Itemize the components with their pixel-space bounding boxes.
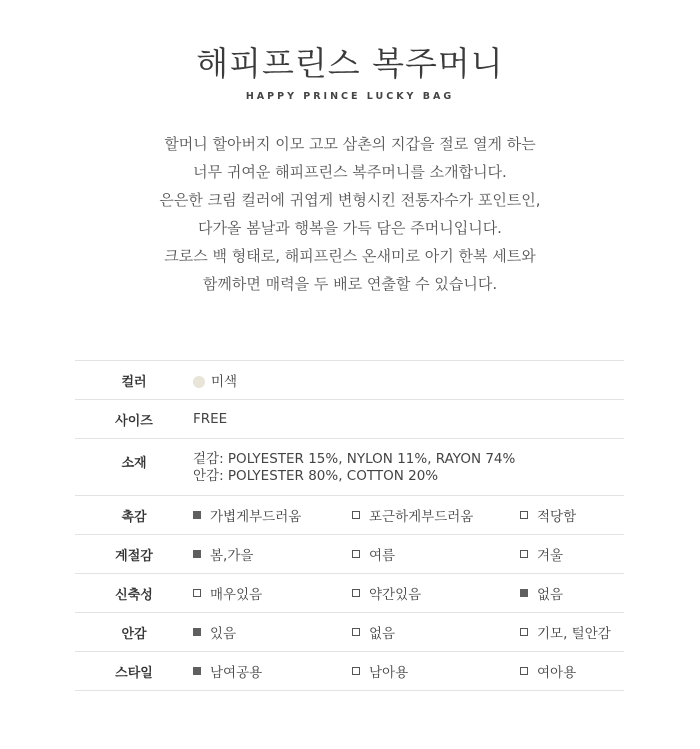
option-label: 남아용 bbox=[369, 665, 409, 681]
option-label: 적당함 bbox=[537, 509, 577, 525]
spec-option bbox=[520, 505, 576, 525]
spec-option-cell bbox=[193, 496, 352, 535]
spec-label: 안감 bbox=[121, 626, 147, 642]
unchecked-box-icon bbox=[352, 628, 360, 636]
spec-option-cell bbox=[193, 652, 352, 691]
option-label: 없음 bbox=[537, 587, 564, 603]
option-label: 남여공용 bbox=[210, 665, 263, 681]
page-title: 해피프린스 복주머니 bbox=[196, 44, 504, 83]
spec-table bbox=[75, 360, 624, 691]
spec-option bbox=[520, 661, 576, 681]
unchecked-box-icon bbox=[352, 589, 360, 597]
spec-option bbox=[193, 622, 236, 642]
spec-label: 계절감 bbox=[115, 548, 153, 564]
spec-row-option bbox=[75, 574, 624, 613]
spec-row-color bbox=[75, 361, 624, 400]
spec-option-cell bbox=[520, 496, 624, 535]
spec-option bbox=[193, 661, 262, 681]
spec-option-cell bbox=[352, 496, 520, 535]
option-label: 포근하게부드러움 bbox=[369, 509, 474, 525]
spec-row-option bbox=[75, 535, 624, 574]
checked-box-icon bbox=[193, 667, 201, 675]
page-subtitle: HAPPY PRINCE LUCKY BAG bbox=[245, 91, 455, 102]
spec-option-cell bbox=[193, 613, 352, 652]
unchecked-box-icon bbox=[520, 550, 528, 558]
spec-option bbox=[352, 583, 421, 603]
spec-row-option bbox=[75, 652, 624, 691]
spec-value-color bbox=[193, 361, 624, 400]
spec-option bbox=[193, 544, 253, 564]
spec-option-cell bbox=[520, 652, 624, 691]
spec-label: 신축성 bbox=[115, 587, 153, 603]
option-label: 여름 bbox=[369, 548, 396, 564]
checked-box-icon bbox=[193, 511, 201, 519]
product-description bbox=[0, 130, 700, 298]
spec-option-cell bbox=[352, 535, 520, 574]
option-label: 약간있음 bbox=[369, 587, 422, 603]
material-value bbox=[193, 439, 624, 496]
spec-option-cell bbox=[352, 613, 520, 652]
spec-option bbox=[520, 583, 563, 603]
unchecked-box-icon bbox=[352, 550, 360, 558]
checked-box-icon bbox=[520, 589, 528, 597]
unchecked-box-icon bbox=[352, 511, 360, 519]
spec-option-cell bbox=[352, 574, 520, 613]
spec-row-option bbox=[75, 496, 624, 535]
spec-option-cell bbox=[352, 652, 520, 691]
option-label: 여아용 bbox=[537, 665, 577, 681]
material-lining: 안감: POLYESTER 80%, COTTON 20% bbox=[193, 468, 439, 484]
spec-option-cell bbox=[520, 535, 624, 574]
spec-option-cell bbox=[193, 535, 352, 574]
size-value: FREE bbox=[193, 411, 228, 427]
spec-label: 사이즈 bbox=[115, 413, 153, 429]
color-swatch-icon bbox=[193, 376, 205, 388]
spec-option bbox=[352, 661, 408, 681]
spec-option bbox=[193, 505, 301, 525]
spec-option bbox=[520, 622, 611, 642]
spec-row-material bbox=[75, 439, 624, 496]
spec-option bbox=[352, 544, 395, 564]
unchecked-box-icon bbox=[193, 589, 201, 597]
option-label: 기모, 털안감 bbox=[537, 626, 611, 642]
option-label: 없음 bbox=[369, 626, 396, 642]
option-label: 겨울 bbox=[537, 548, 564, 564]
option-label: 가볍게부드러움 bbox=[210, 509, 302, 525]
spec-row-option bbox=[75, 613, 624, 652]
checked-box-icon bbox=[193, 628, 201, 636]
spec-label: 스타일 bbox=[115, 665, 153, 681]
option-label: 매우있음 bbox=[210, 587, 263, 603]
unchecked-box-icon bbox=[520, 511, 528, 519]
spec-option bbox=[352, 622, 395, 642]
spec-option bbox=[352, 505, 473, 525]
color-value: 미색 bbox=[211, 374, 238, 390]
unchecked-box-icon bbox=[520, 628, 528, 636]
option-label: 봄,가을 bbox=[210, 548, 254, 564]
spec-label: 촉감 bbox=[121, 509, 147, 525]
spec-row-size bbox=[75, 400, 624, 439]
unchecked-box-icon bbox=[520, 667, 528, 675]
description-line: 너무 귀여운 해피프린스 복주머니를 소개합니다. bbox=[193, 163, 507, 181]
description-line: 함께하면 매력을 두 배로 연출할 수 있습니다. bbox=[202, 275, 498, 293]
description-line: 할머니 할아버지 이모 고모 삼촌의 지갑을 절로 열게 하는 bbox=[164, 135, 536, 153]
description-line: 은은한 크림 컬러에 귀엽게 변형시킨 전통자수가 포인트인, bbox=[159, 191, 541, 209]
option-label: 있음 bbox=[210, 626, 237, 642]
spec-option-cell bbox=[520, 574, 624, 613]
spec-option bbox=[520, 544, 563, 564]
checked-box-icon bbox=[193, 550, 201, 558]
spec-label: 컬러 bbox=[121, 374, 147, 390]
spec-option bbox=[193, 583, 262, 603]
spec-label: 소재 bbox=[121, 456, 147, 471]
spec-option-cell bbox=[193, 574, 352, 613]
description-line: 다가올 봄날과 행복을 가득 담은 주머니입니다. bbox=[198, 219, 502, 237]
material-outer: 겉감: POLYESTER 15%, NYLON 11%, RAYON 74% bbox=[193, 451, 516, 467]
unchecked-box-icon bbox=[352, 667, 360, 675]
spec-option-cell bbox=[520, 613, 624, 652]
description-line: 크로스 백 형태로, 해피프린스 온새미로 아기 한복 세트와 bbox=[164, 247, 536, 265]
